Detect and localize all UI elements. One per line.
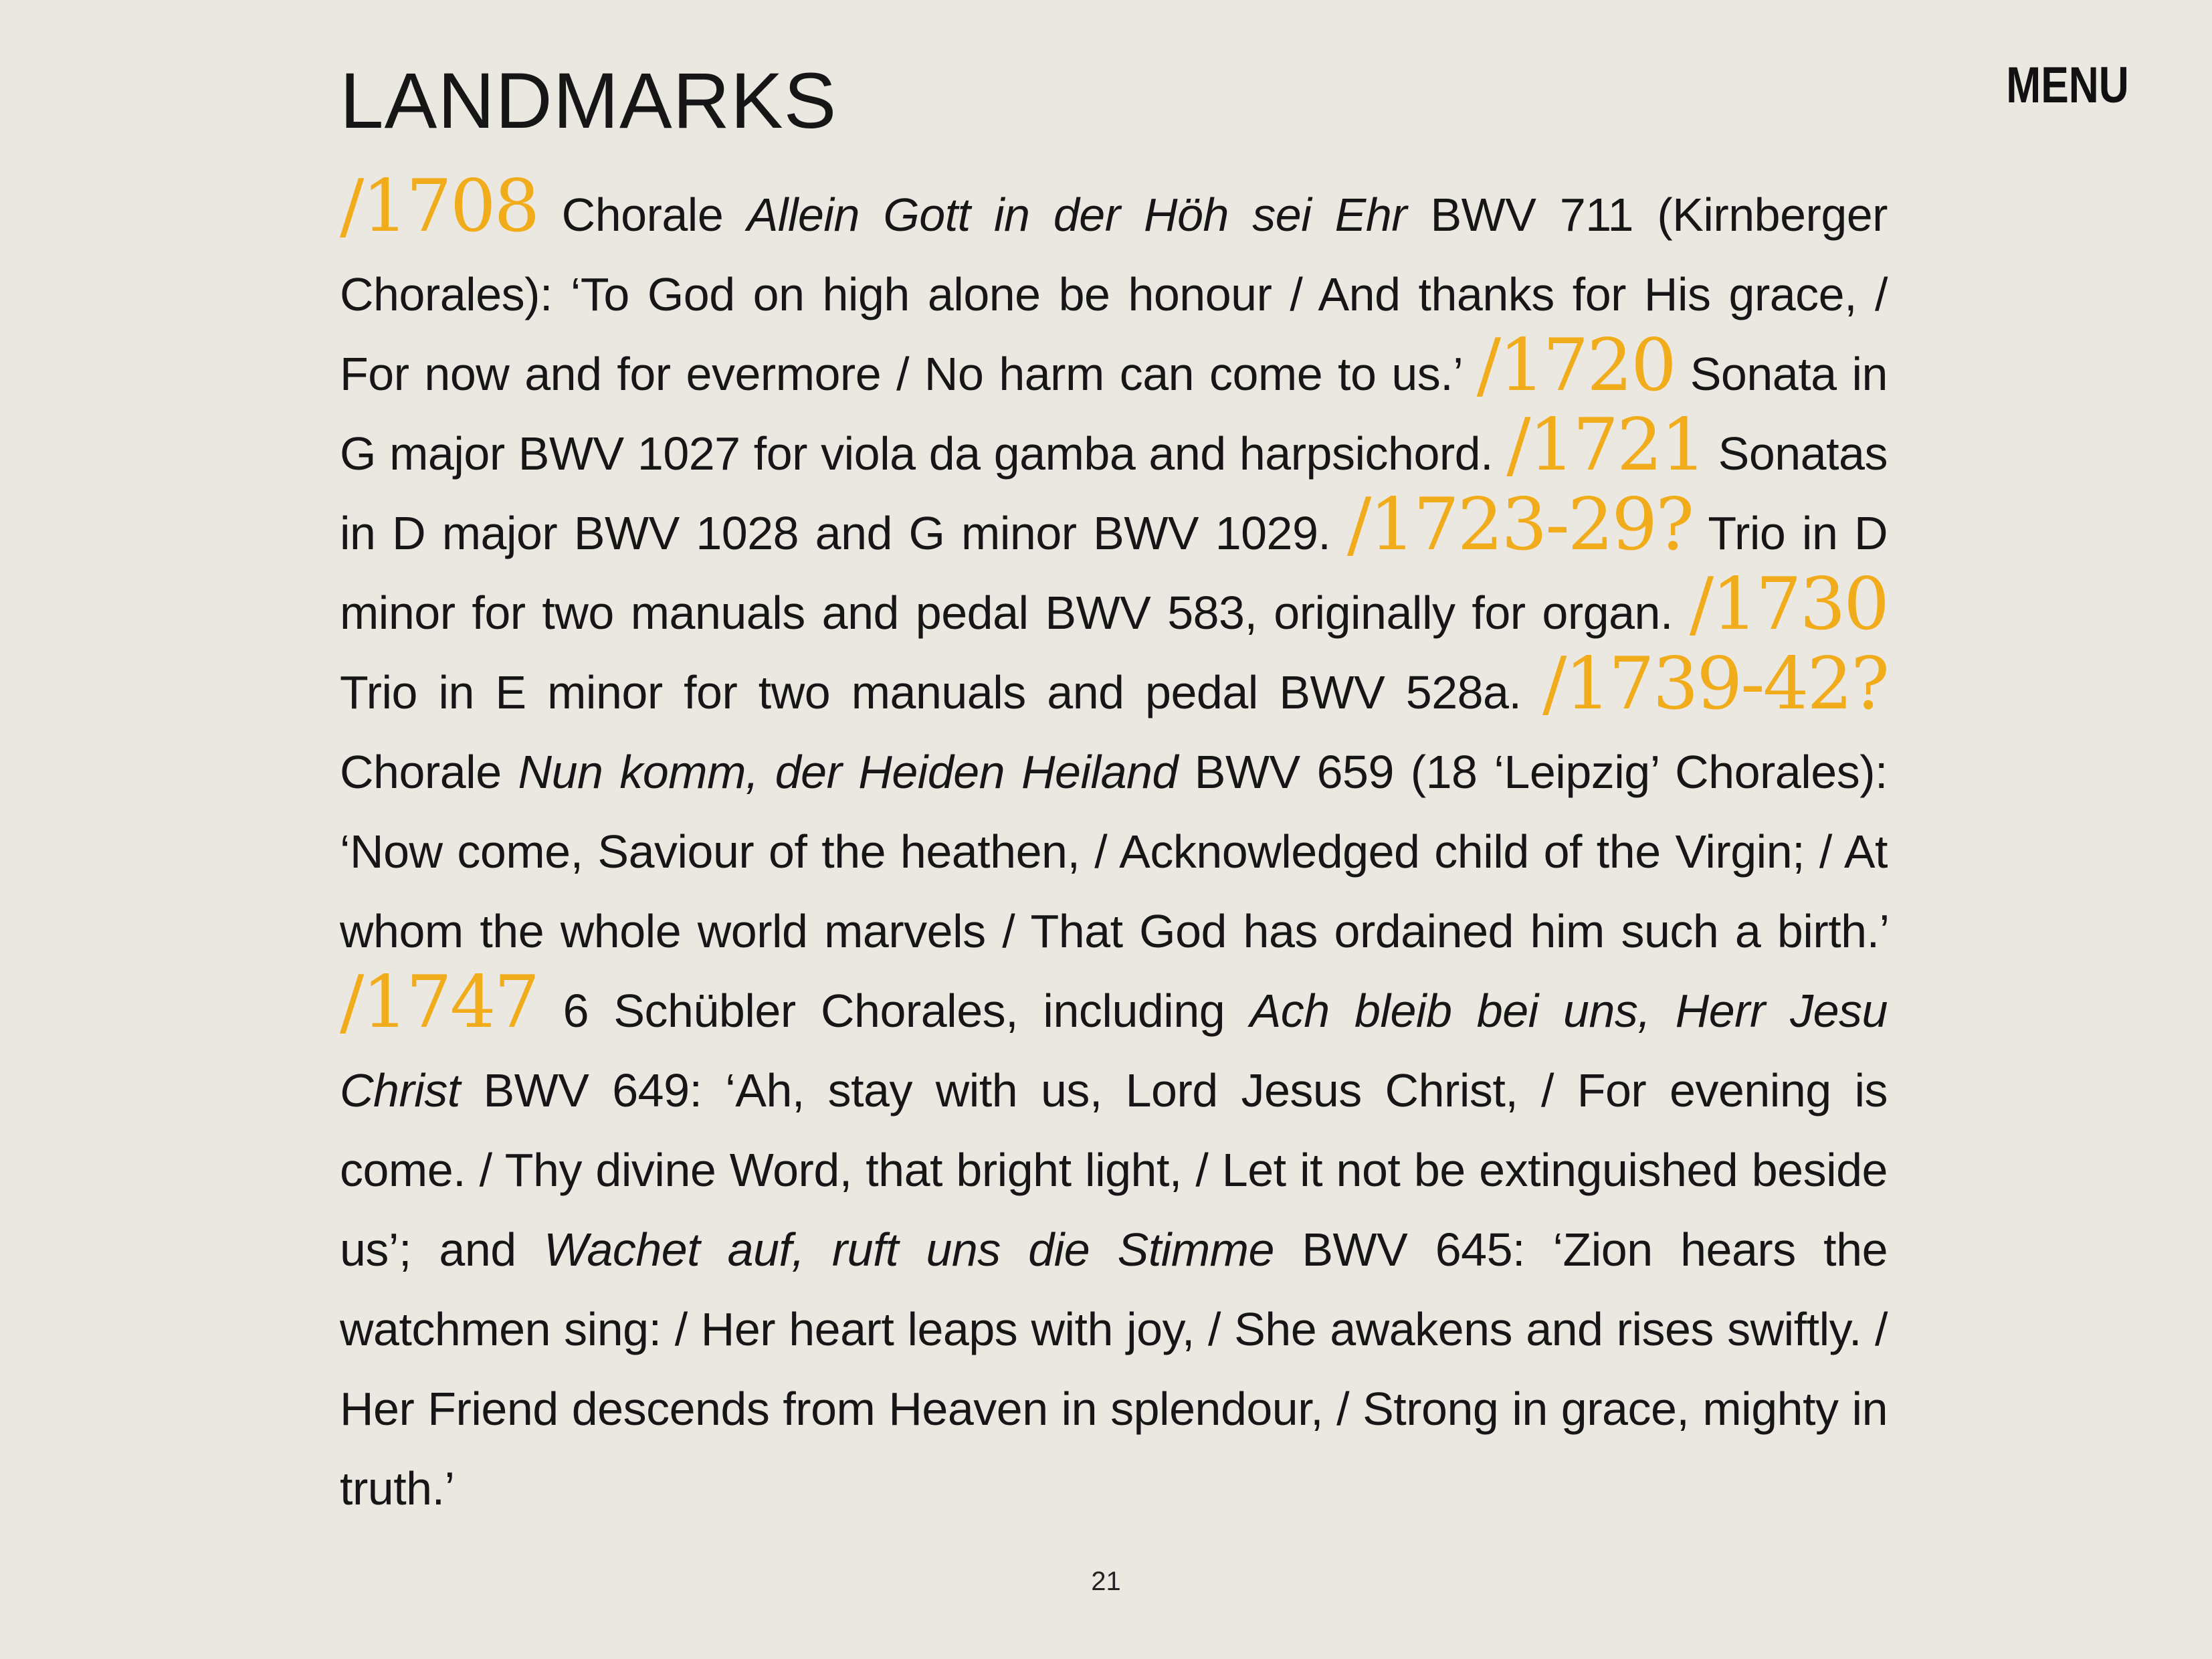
entry-text: Chorale [340,746,518,798]
work-title: Allein Gott in der Höh sei Ehr [746,189,1407,241]
year-marker: /1747 [340,961,538,1044]
year-marker: /1720 [1476,324,1675,407]
year-marker: /1723-29? [1346,483,1693,567]
entry-text: 6 Schübler Chorales, including [563,985,1250,1037]
entry-text: BWV 649: ‘Ah, stay with us, Lord Jesus Christ, / For evening is come. / Thy divine Word, that bright light, / Let it not be extinguished beside us’; and [340,1064,1888,1276]
entry-text: BWV 711 (Kirnberger Chorales): ‘To God on high alone be honour / And thanks for His grace, / For now and for evermore / No harm can come to us.’ [340,189,1888,400]
page-title: LANDMARKS [340,57,837,145]
page-number: 21 [1091,1567,1121,1596]
year-marker: /1721 [1506,403,1705,487]
entry-text: Trio in D minor for two manuals and pedal BWV 583, originally for organ. [340,507,1888,639]
entry-text: BWV 645: ‘Zion hears the watchmen sing: / Her heart leaps with joy, / She awakens and rises swiftly. / Her Friend descends from Heaven in splendour, / Strong in grace, mighty in truth.’ [340,1224,1888,1515]
entry-text: BWV 659 (18 ‘Leipzig’ Chorales): ‘Now come, Saviour of the heathen, / Acknowledged child of the Virgin; / At whom the whole world marvels / That God has ordained him such a birth.’ [340,746,1888,957]
entry-text: Sonatas in D major BWV 1028 and G minor BWV 1029. [340,427,1888,559]
entry-text: Trio in E minor for two manuals and pedal BWV 528a. [340,666,1522,718]
year-marker: /1739-42? [1542,642,1888,726]
work-title: Nun komm, der Heiden Heiland [518,746,1178,798]
entry-text: Sonata in G major BWV 1027 for viola da gamba and harpsichord. [340,348,1888,480]
year-marker: /1708 [340,165,538,248]
menu-button[interactable]: MENU [2006,57,2129,114]
year-marker: /1730 [1689,563,1888,646]
entry-text: Chorale [561,189,747,241]
work-title: Ach bleib bei uns, Herr Jesu Christ [340,985,1888,1116]
work-title: Wachet auf, ruft uns die Stimme [544,1224,1274,1276]
landmarks-text [340,165,1888,1529]
